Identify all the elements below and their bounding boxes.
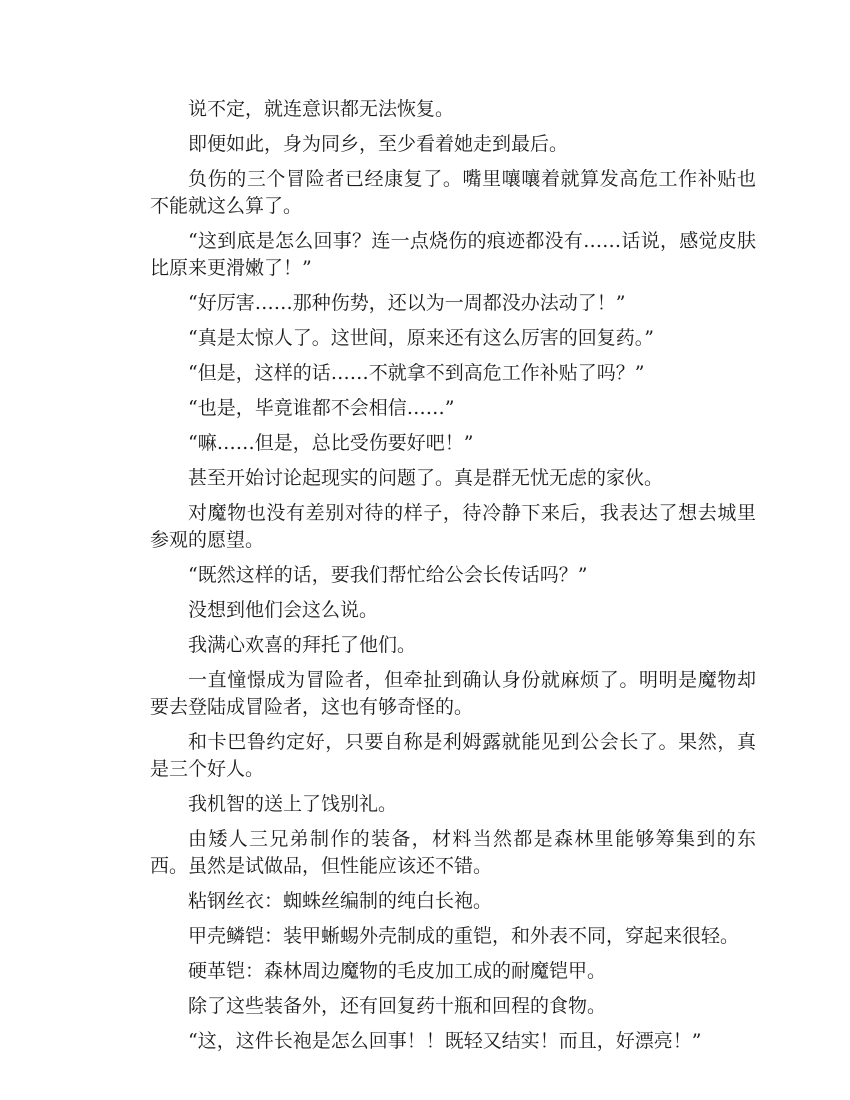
paragraph: 甲壳鳞铠：装甲蜥蜴外壳制成的重铠，和外表不同，穿起来很轻。 [188, 925, 740, 947]
paragraph: “真是太惊人了。这世间，原来还有这么厉害的回复药。” [188, 327, 654, 349]
paragraph: 说不定，就连意识都无法恢复。 [188, 98, 455, 120]
paragraph: “既然这样的话，要我们帮忙给公会长传话吗？” [188, 564, 588, 586]
paragraph: 粘钢丝衣：蜘蛛丝编制的纯白长袍。 [188, 890, 493, 912]
paragraph: 一直憧憬成为冒险者，但牵扯到确认身份就麻烦了。明明是魔物却要去登陆成冒险者，这也有够奇怪的。 [150, 669, 756, 718]
paragraph: “嘛……但是，总比受伤要好吧！” [188, 432, 474, 454]
paragraph: 没想到他们会这么说。 [188, 599, 379, 621]
paragraph: 由矮人三兄弟制作的装备，材料当然都是森林里能够筹集到的东西。虽然是试做品，但性能应该还不错。 [150, 828, 756, 877]
paragraph: 和卡巴鲁约定好，只要自称是利姆露就能见到公会长了。果然，真是三个好人。 [150, 731, 756, 780]
paragraph: 我机智的送上了饯别礼。 [188, 793, 398, 815]
paragraph: 对魔物也没有差别对待的样子，待冷静下来后，我表达了想去城里参观的愿望。 [150, 502, 756, 551]
paragraph: 即便如此，身为同乡，至少看着她走到最后。 [188, 133, 569, 155]
paragraph: “但是，这样的话……不就拿不到高危工作补贴了吗？” [188, 362, 645, 384]
paragraph: “这，这件长袍是怎么回事！！既轻又结实！而且，好漂亮！” [188, 1030, 702, 1052]
paragraph: 负伤的三个冒险者已经康复了。嘴里嚷嚷着就算发高危工作补贴也不能就这么算了。 [150, 168, 756, 217]
paragraph: 除了这些装备外，还有回复药十瓶和回程的食物。 [188, 995, 607, 1017]
paragraph: 我满心欢喜的拜托了他们。 [188, 634, 417, 656]
paragraph: “这到底是怎么回事？连一点烧伤的痕迹都没有……话说，感觉皮肤比原来更滑嫩了！” [150, 230, 756, 279]
paragraph: 硬革铠：森林周边魔物的毛皮加工成的耐魔铠甲。 [188, 960, 607, 982]
paragraph: 甚至开始讨论起现实的问题了。真是群无忧无虑的家伙。 [188, 467, 664, 489]
paragraph: “也是，毕竟谁都不会相信……” [188, 397, 455, 419]
body-text [150, 96, 756, 1063]
paragraph: “好厉害……那种伤势，还以为一周都没办法动了！” [188, 292, 626, 314]
